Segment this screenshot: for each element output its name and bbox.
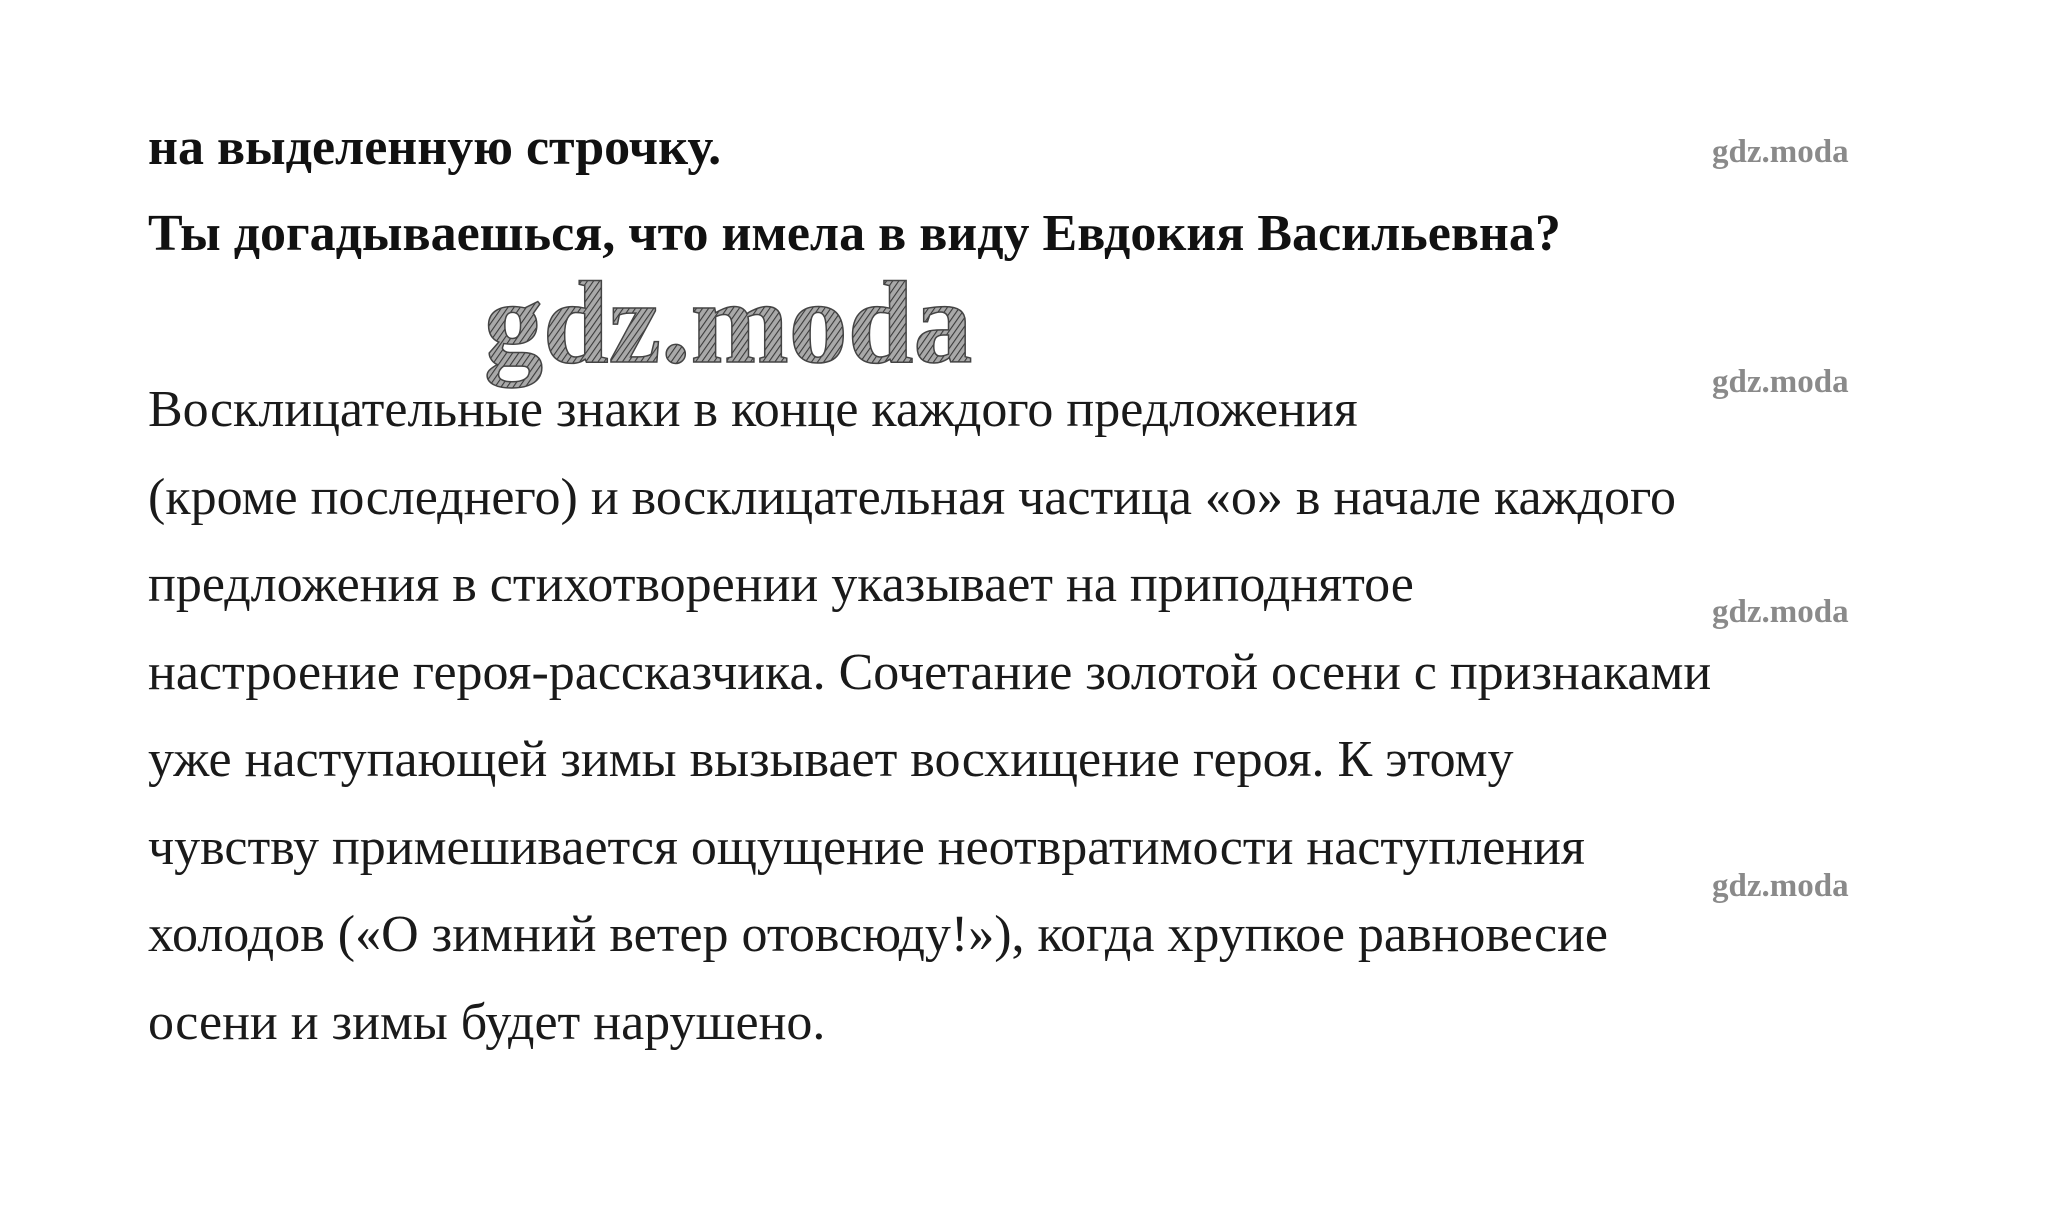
watermark-logo-text: gdz.moda xyxy=(484,262,973,388)
answer-line-8: осени и зимы будет нарушено. xyxy=(148,994,826,1051)
answer-line-1: Восклицательные знаки в конце каждого предложения xyxy=(148,381,1358,438)
watermark-logo xyxy=(478,262,1078,392)
watermark-small-3: gdz.moda xyxy=(1712,594,1849,630)
question-line-1: на выделенную строчку. xyxy=(148,119,722,176)
answer-line-7: холодов («О зимний ветер отовсюду!»), когда хрупкое равновесие xyxy=(148,906,1608,963)
question-line-2: Ты догадываешься, что имела в виду Евдокия Васильевна? xyxy=(148,205,1561,262)
answer-line-4: настроение героя-рассказчика. Сочетание золотой осени с признаками xyxy=(148,644,1712,701)
answer-line-2: (кроме последнего) и восклицательная частица «о» в начале каждого xyxy=(148,469,1676,526)
answer-line-5: уже наступающей зимы вызывает восхищение героя. К этому xyxy=(148,731,1514,788)
answer-line-6: чувству примешивается ощущение неотвратимости наступления xyxy=(148,819,1585,876)
watermark-small-4: gdz.moda xyxy=(1712,868,1849,904)
watermark-small-1: gdz.moda xyxy=(1712,134,1849,170)
answer-line-3: предложения в стихотворении указывает на приподнятое xyxy=(148,556,1414,613)
watermark-small-2: gdz.moda xyxy=(1712,364,1849,400)
